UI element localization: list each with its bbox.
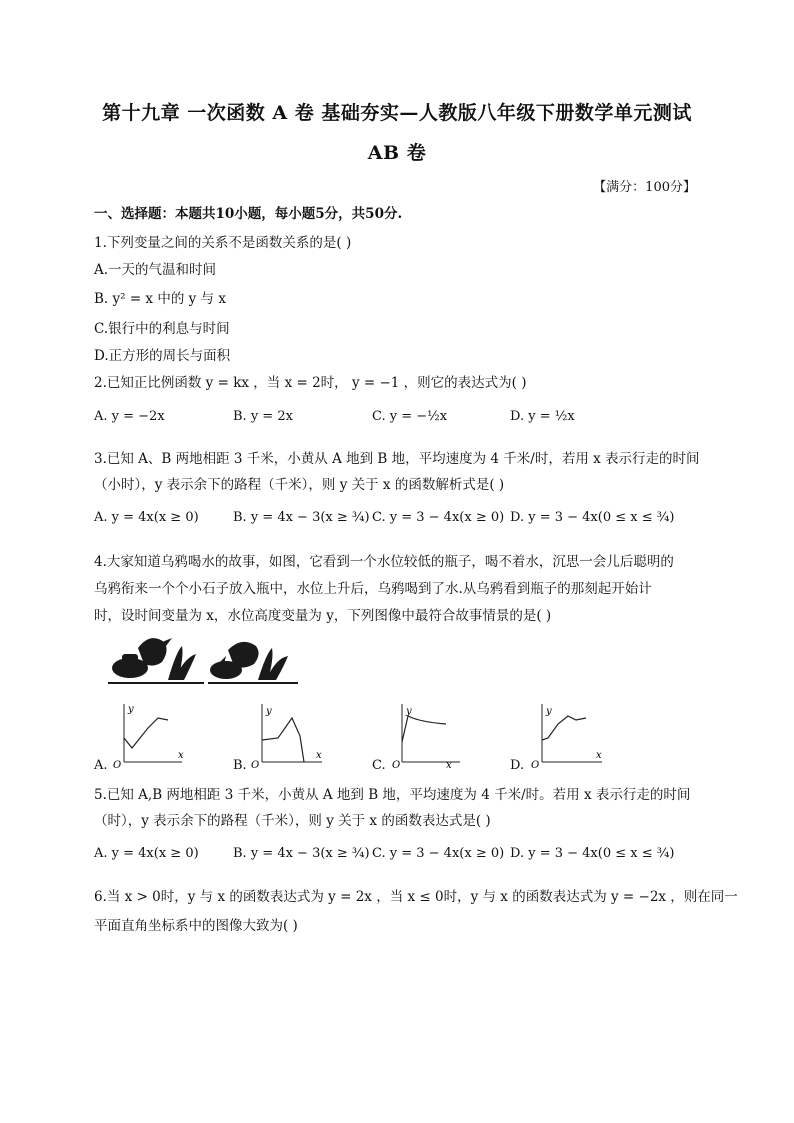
section-heading: 一、选择题：本题共10小题，每小题5分，共50分. [94,206,403,222]
q4-option-d: D. [510,758,525,773]
score-label: 【满分：100分】 [593,180,696,195]
q1-stem: 1.下列变量之间的关系不是函数关系的是( ) [94,235,352,251]
q4-graph-b [248,700,328,770]
q4-option-c: C. [372,758,386,773]
q1-option-c: C.银行中的利息与时间 [94,321,230,337]
page-title-line2: AB 卷 [367,142,427,164]
q4-graph-c [390,700,470,770]
q5-option-c: C. y = 3 − 4x(x ≥ 0) [372,846,505,861]
q1-option-a: A.一天的气温和时间 [94,262,217,278]
q4-option-b: B. [233,758,247,773]
q4-graph-c-origin: O [392,760,401,770]
q2-option-c: C. y = −½x [372,409,448,424]
q4-graph-c-y-label: y [406,706,412,717]
q6-stem-line2: 平面直角坐标系中的图像大致为( ) [94,918,298,934]
q3-option-b: B. y = 4x − 3(x ≥ ¾) [233,510,370,525]
q2-option-a: A. y = −2x [94,409,165,424]
page-title: 第十九章 一次函数 A 卷 基础夯实—人教版八年级下册数学单元测试 [102,102,692,124]
q5-option-a: A. y = 4x(x ≥ 0) [94,846,199,861]
q3-option-a: A. y = 4x(x ≥ 0) [94,510,199,525]
crow-drinking-illustration [108,630,298,686]
q2-option-d: D. y = ½x [510,409,575,424]
q4-graph-a-origin: O [113,760,122,770]
q4-graph-b-origin: O [251,760,260,770]
q4-graph-b-x-label: x [316,750,322,761]
q4-stem-line2: 乌鸦衔来一个个小石子放入瓶中，水位上升后，乌鸦喝到了水.从乌鸦看到瓶子的那刻起开始计 [94,581,652,597]
q4-graph-d-y-label: y [546,706,552,717]
q4-graph-d-x-label: x [596,750,602,761]
q4-stem-line3: 时，设时间变量为 x，水位高度变量为 y，下列图像中最符合故事情景的是( ) [94,608,552,624]
q5-stem-line2: （时），y 表示余下的路程（千米），则 y 关于 x 的函数表达式是( ) [94,813,491,829]
q4-graph-b-y-label: y [266,706,272,717]
q4-graph-a-y-label: y [128,704,134,715]
q2-option-b: B. y = 2x [233,409,293,424]
q4-stem-line1: 4.大家知道乌鸦喝水的故事，如图，它看到一个水位较低的瓶子，喝不着水，沉思一会儿后聪明的 [94,554,674,570]
q5-option-d: D. y = 3 − 4x(0 ≤ x ≤ ¾) [510,846,675,861]
q4-graph-d-origin: O [531,760,540,770]
q4-graph-a-x-label: x [178,750,184,761]
q6-stem-line1: 6.当 x > 0时，y 与 x 的函数表达式为 y = 2x ，当 x ≤ 0时，y 与 x 的函数表达式为 y = −2x ，则在同一 [94,889,738,905]
q2-stem: 2.已知正比例函数 y = kx ，当 x = 2时， y = −1 ，则它的表达式为( ) [94,375,527,391]
q1-option-d: D.正方形的周长与面积 [94,348,231,364]
q3-stem-line1: 3.已知 A、B 两地相距 3 千米，小黄从 A 地到 B 地，平均速度为 4 千米/时，若用 x 表示行走的时间 [94,451,700,467]
q4-graph-c-x-label: x [446,760,452,770]
q4-option-a: A. [94,758,108,773]
q5-option-b: B. y = 4x − 3(x ≥ ¾) [233,846,370,861]
q3-stem-line2: （小时），y 表示余下的路程（千米），则 y 关于 x 的函数解析式是( ) [94,477,505,493]
q4-graph-a [108,700,188,770]
q3-option-d: D. y = 3 − 4x(0 ≤ x ≤ ¾) [510,510,675,525]
q3-option-c: C. y = 3 − 4x(x ≥ 0) [372,510,505,525]
q5-stem-line1: 5.已知 A,B 两地相距 3 千米，小黄从 A 地到 B 地，平均速度为 4 千米/时。若用 x 表示行走的时间 [94,787,691,803]
q1-option-b: B. y² = x 中的 y 与 x [94,291,226,307]
q4-graph-d [528,700,608,770]
